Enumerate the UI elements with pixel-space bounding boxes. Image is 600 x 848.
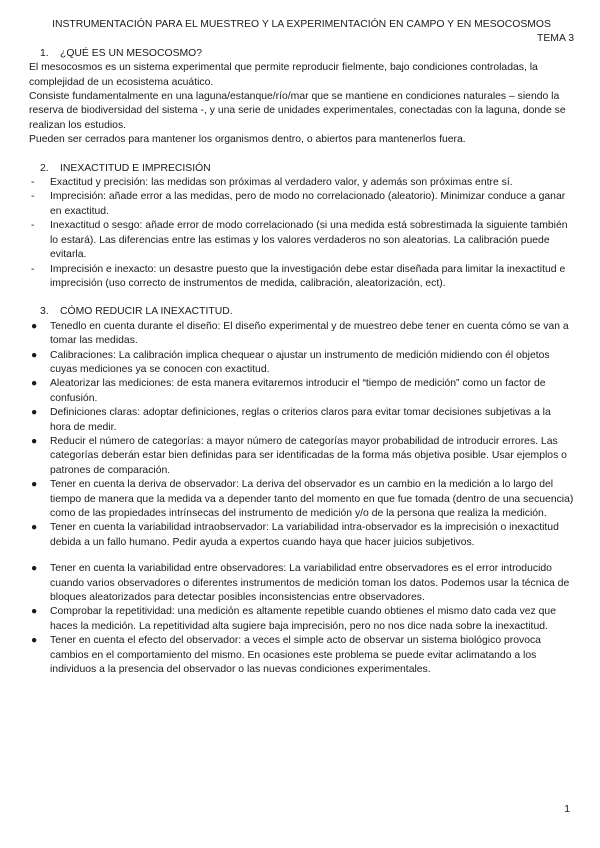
list-item-text: Comprobar la repetitividad: una medición es altamente repetible cuando obtienes el mismo dato cada vez que haces la medición. La repetitividad alta sugiere baja imprecisión, pero no nos dice nada sobre la inexactitud. [50,606,556,632]
dash-marker: - [31,191,35,203]
list-item-text: Tenedlo en cuenta durante el diseño: El diseño experimental y de muestreo debe tener en cuenta cómo se van a tomar las medidas. [50,320,569,347]
list-item-text: Calibraciones: La calibración implica chequear o ajustar un instrumento de medición midiendo con él objetos cuyas mediciones ya se conocen con exactitud. [50,349,550,375]
list-item-text: Aleatorizar las mediciones: de esta manera evitaremos introducir el “tiempo de medición” como un factor de confusión. [50,378,546,404]
topic-number: TEMA 3 [537,33,574,45]
document-body [29,18,574,677]
bullet-marker: ● [31,407,38,419]
list-item [29,478,574,521]
bullet-marker: ● [31,522,38,534]
list-item [29,320,574,349]
bullet-marker: ● [31,563,38,575]
list-item-text: Exactitud y precisión: las medidas son próximas al verdadero valor, y además son próximas entre sí. [50,177,513,189]
document-title: INSTRUMENTACIÓN PARA EL MUESTREO Y LA EXPERIMENTACIÓN EN CAMPO Y EN MESOCOSMOS [52,19,551,30]
section-title: INEXACTITUD E IMPRECISIÓN [60,162,211,174]
bullet-list-continued [29,562,574,677]
list-item-text: Tener en cuenta la variabilidad entre observadores: La variabilidad entre observadores es el error introducido cuando varios observadores o diferentes instrumentos de medición toman los datos. Podemos usar la técnica de bloques aleatorizados para detectar posibles inconsistencias entre observadores. [50,563,570,604]
bullet-marker: ● [31,320,38,332]
list-item [29,521,574,550]
page-number: 1 [564,804,570,815]
bullet-marker: ● [31,635,38,647]
list-item [29,377,574,406]
paragraph: Pueden ser cerrados para mantener los organismos dentro, o abiertos para mantenerlos fuera. [29,134,466,146]
dash-list [29,176,574,291]
bullet-list [29,320,574,551]
section-number: 3. [40,306,49,318]
paragraph: El mesocosmos es un sistema experimental que permite reproducir fielmente, bajo condiciones controladas, la complejidad de un ecosistema acuático. [29,62,538,88]
list-item [29,406,574,435]
list-item [29,349,574,378]
list-item [29,634,574,677]
section-number: 1. [40,47,49,59]
section-number: 2. [40,162,49,174]
list-item-text: Imprecisión e inexacto: un desastre puesto que la investigación debe estar diseñada para limitar la inexactitud e imprecisión (uso correcto de instrumentos de medida, calibración, aleatorización, ect). [50,263,566,289]
section-title: ¿QUÉ ES UN MESOCOSMO? [60,47,203,59]
section-heading [29,305,574,319]
dash-marker: - [31,177,35,189]
dash-marker: - [31,220,35,232]
section-heading [29,47,574,61]
list-item-text: Tener en cuenta la variabilidad intraobservador: La variabilidad intra-observador es la imprecisión o inexactitud debida a un fallo humano. Pedir ayuda a expertos cuando haya que hacer juicios subjetivos. [50,522,559,548]
list-item-text: Inexactitud o sesgo: añade error de modo correlacionado (si una medida está sobrestimada la siguiente también lo estará). Las diferencias entre las estimas y los valores verdaderos no son aleatorias. La calibración puede evitarla. [50,220,568,261]
list-item [29,435,574,478]
list-item [29,190,574,219]
list-item [29,176,574,190]
dash-marker: - [31,263,35,275]
list-item [29,219,574,262]
list-item-text: Tener en cuenta el efecto del observador: a veces el simple acto de observar un sistema biológico provoca cambios en el comportamiento del mismo. En ocasiones este problema se puede evitar aclimatando a los individuos a la presencia del observador o las nuevas condiciones experimentales. [50,635,541,676]
bullet-marker: ● [31,479,38,491]
bullet-marker: ● [31,435,38,447]
paragraph: Consiste fundamentalmente en una laguna/estanque/río/mar que se mantiene en condiciones naturales – siendo la reserva de biodiversidad del sistema -, y una serie de unidades experimentales, conectadas con la laguna, donde se realizan los estudios. [29,91,566,131]
section-title: CÓMO REDUCIR LA INEXACTITUD. [60,306,233,318]
list-item-text: Tener en cuenta la deriva de observador: La deriva del observador es un cambio en la medición a lo largo del tiempo de manera que la medida va a depender tanto del momento en que fue tomada (dentro de una secuencia) como de las propiedades intrínsecas del instrumento de medición y/o de la persona que realiza la medición. [50,479,574,519]
list-item [29,562,574,605]
list-item-text: Definiciones claras: adoptar definiciones, reglas o criterios claros para evitar tomar decisiones subjetivas a la hora de medir. [50,407,551,433]
bullet-marker: ● [31,349,38,361]
list-item [29,263,574,292]
list-item [29,605,574,634]
section-heading [29,162,574,176]
list-item-text: Imprecisión: añade error a las medidas, pero de modo no correlacionado (aleatorio). Minimizar conduce a ganar en exactitud. [50,191,566,217]
bullet-marker: ● [31,606,38,618]
list-item-text: Reducir el número de categorías: a mayor número de categorías mayor probabilidad de introducir errores. Las categorías deberán estar bien definidas para ser identificadas de la forma más objetiva posible. Usar ejemplos o patrones de comparación. [50,435,567,476]
bullet-marker: ● [31,378,38,390]
